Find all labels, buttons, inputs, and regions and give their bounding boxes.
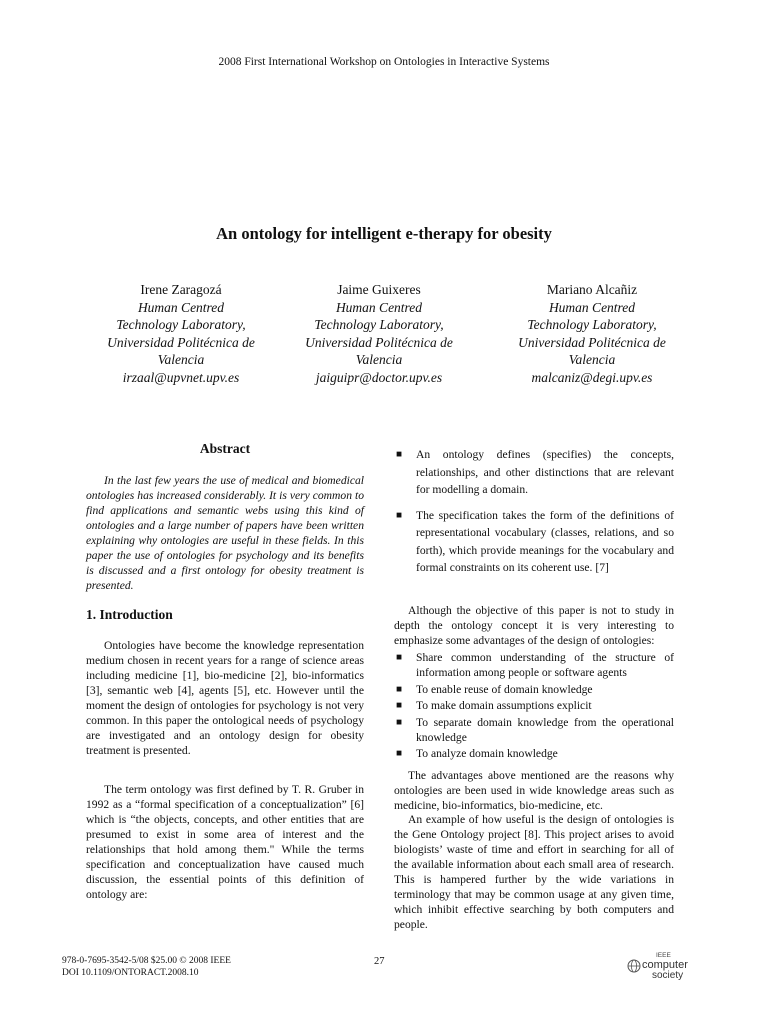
right-paragraph-3 <box>394 812 674 932</box>
list-item-text: To analyze domain knowledge <box>416 747 558 760</box>
bullet-icon: ■ <box>396 700 403 711</box>
bullet-icon: ■ <box>396 652 403 663</box>
author-affiliation-line: Technology Laboratory, <box>527 317 657 332</box>
author-affiliation-line: Valencia <box>568 352 616 367</box>
paper-title: An ontology for intelligent e-therapy for obesity <box>216 224 552 243</box>
bullet-icon: ■ <box>396 683 403 695</box>
isbn-line: 978-0-7695-3542-5/08 $25.00 © 2008 IEEE <box>62 956 231 966</box>
ieee-computer-society-logo <box>626 950 706 985</box>
list-item-text: To enable reuse of domain knowledge <box>416 682 593 696</box>
intro-paragraph-2 <box>86 782 364 902</box>
author-block-1 <box>81 281 281 386</box>
list-item <box>394 650 674 680</box>
intro-paragraph-1 <box>86 638 364 758</box>
doi-line: DOI 10.1109/ONTORACT.2008.10 <box>62 968 199 978</box>
abstract-paragraph: In the last few years the use of medical and biomedical ontologies has increased considerably. It is very common to find applications and semantic webs using this kind of ontologies and a large number of papers have been written explaining why ontologies are useful in these fields. In this paper the use of ontologies for psychology and its benefits is discussed and a first ontology for obesity treatment is presented. <box>86 474 364 592</box>
page-number: 27 <box>374 956 385 967</box>
bullet-icon: ■ <box>396 509 403 521</box>
logo-text-society: society <box>652 970 684 980</box>
list-item-text: An ontology defines (specifies) the concepts, relationships, and other distinctions that are relevant for modelling a domain. <box>416 448 674 496</box>
author-email[interactable]: jaiguipr@doctor.upv.es <box>315 369 443 385</box>
author-affiliation-line: Technology Laboratory, <box>116 317 246 332</box>
paragraph-text: The advantages above mentioned are the reasons why ontologies are been used in wide knowledge areas such as medicine, bio-informatics, bio-medicine, etc. <box>394 769 674 812</box>
footer-publication-info <box>62 955 231 979</box>
list-item <box>394 446 674 499</box>
globe-icon <box>626 950 706 980</box>
author-name: Jaime Guixeres <box>337 282 421 297</box>
conference-header: 2008 First International Workshop on Ontologies in Interactive Systems <box>218 56 550 68</box>
bullet-icon: ■ <box>396 748 403 759</box>
author-email[interactable]: irzaal@upvnet.upv.es <box>122 369 240 385</box>
list-item-text: Share common understanding of the structure of information among people or software agents <box>416 651 674 679</box>
section-heading-introduction: 1. Introduction <box>86 607 173 622</box>
bullet-icon: ■ <box>396 449 403 460</box>
paragraph-text: Ontologies have become the knowledge representation medium chosen in recent years for a range of science areas including medicine [1], bio-medicine [2], bio-informatics [3], semantic web [4], agents [5], etc. However until the moment the design of ontologies for psychology is not very common. In this paper the ontological needs of psychology are investigated and an ontology design for obesity treatment is presented. <box>86 639 364 757</box>
advantages-bullet-list <box>394 650 674 763</box>
paragraph-text: The term ontology was first defined by T. R. Gruber in 1992 as a “formal specification of a conceptualization” [6] which is “the objects, concepts, and other entities that are presumed to exist in some area of interest and the relationships that hold among them." While the terms specification and conceptualization have caused much discussion, the essential points of this definition of ontology are: <box>86 783 364 901</box>
abstract-heading: Abstract <box>199 441 251 456</box>
author-affiliation-line: Human Centred <box>548 299 636 315</box>
list-item <box>394 746 674 761</box>
author-affiliation-line: Human Centred <box>335 299 423 315</box>
list-item-text: The specification takes the form of the definitions of representational vocabulary (classes, relations, and so forth), which provide meanings for the vocabulary and formal constraints on its coherent use. [7] <box>416 508 674 574</box>
author-name: Irene Zaragozá <box>140 282 222 297</box>
bullet-icon: ■ <box>396 716 403 728</box>
list-item <box>394 682 674 697</box>
list-item-text: To make domain assumptions explicit <box>416 699 592 712</box>
logo-text-computer: computer <box>642 959 688 971</box>
right-paragraph-2 <box>394 768 674 813</box>
author-block-3 <box>492 281 692 386</box>
list-item <box>394 507 674 577</box>
abstract-text <box>86 473 364 593</box>
paragraph-text: An example of how useful is the design of ontologies is the Gene Ontology project [8]. This project arises to avoid biologists’ waste of time and effort in searching for all of the available information about each small area of research. This is hampered further by the wide variations in terminology that may be common usage at any given time, which inhibit effective searching by both computers and people. <box>394 813 674 931</box>
author-affiliation-line: Universidad Politécnica de <box>518 334 666 350</box>
author-affiliation-line: Technology Laboratory, <box>314 317 444 332</box>
list-item <box>394 715 674 745</box>
author-affiliation-line: Valencia <box>355 352 403 367</box>
author-affiliation-line: Universidad Politécnica de <box>107 334 255 350</box>
author-affiliation-line: Universidad Politécnica de <box>305 334 453 350</box>
logo-text-ieee: IEEE <box>656 952 671 959</box>
author-affiliation-line: Human Centred <box>137 299 225 315</box>
list-item <box>394 698 674 713</box>
definition-bullet-list <box>394 446 674 585</box>
right-paragraph-1 <box>394 603 674 648</box>
author-block-2 <box>279 281 479 386</box>
author-affiliation-line: Valencia <box>157 352 205 367</box>
author-email[interactable]: malcaniz@degi.upv.es <box>531 369 653 385</box>
list-item-text: To separate domain knowledge from the operational knowledge <box>416 715 674 744</box>
paragraph-text: Although the objective of this paper is not to study in depth the ontology concept it is very interesting to emphasize some advantages of the design of ontologies: <box>394 604 674 647</box>
author-name: Mariano Alcañiz <box>546 282 638 297</box>
